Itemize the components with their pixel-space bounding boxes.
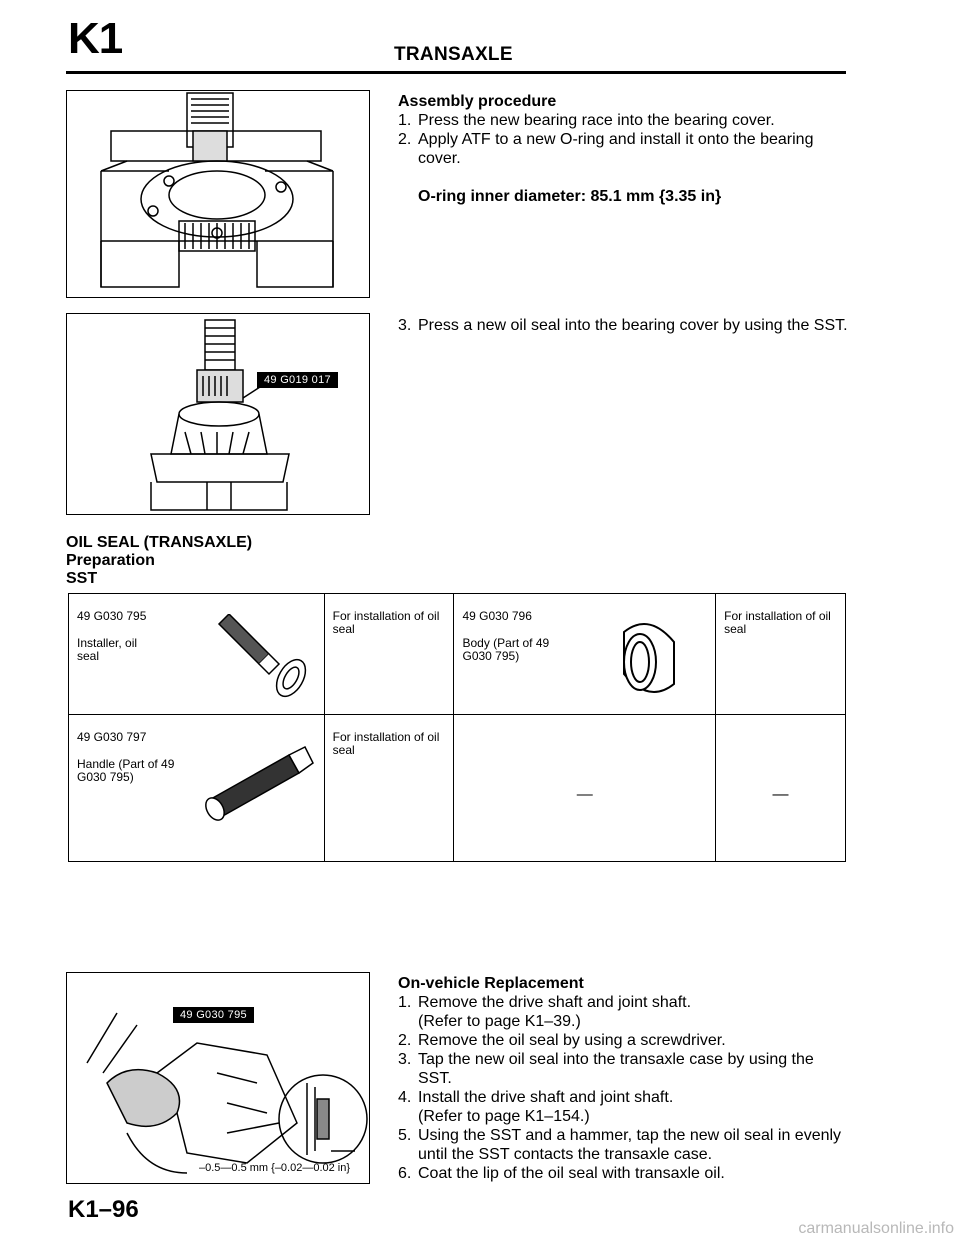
tool-name: Handle (Part of 49 G030 795) xyxy=(77,757,175,784)
purpose-cell: For installation of oil seal xyxy=(324,594,454,715)
table-row xyxy=(69,715,846,862)
replacement-step xyxy=(398,1031,850,1050)
sst-callout: 49 G019 017 xyxy=(257,372,338,388)
step-text: Install the drive shaft and joint shaft. xyxy=(418,1089,674,1106)
assembly-step xyxy=(398,130,850,168)
sst-label: SST xyxy=(66,570,98,587)
on-vehicle-replacement xyxy=(398,974,850,1183)
purpose-cell: For installation of oil seal xyxy=(716,594,846,715)
step-reference: (Refer to page K1–39.) xyxy=(418,1013,581,1030)
replacement-step xyxy=(398,1126,850,1164)
step-text: Using the SST and a hammer, tap the new oil seal in evenly until the SST contacts the transaxle case. xyxy=(418,1127,842,1163)
section-code: K1 xyxy=(68,14,123,63)
step-number: 2. xyxy=(398,1032,412,1049)
section-subtitle: Preparation xyxy=(66,552,155,569)
step-number: 3. xyxy=(398,317,412,334)
assembly-step xyxy=(398,111,850,130)
figure-on-vehicle-replacement xyxy=(66,972,370,1184)
assembly-step-3 xyxy=(398,316,850,335)
watermark: carmanualsonline.info xyxy=(798,1220,954,1237)
tool-name: Installer, oil seal xyxy=(77,636,138,663)
replacement-step xyxy=(398,993,850,1031)
page-title: TRANSAXLE xyxy=(394,44,513,65)
replacement-step xyxy=(398,1088,850,1126)
replacement-heading: On-vehicle Replacement xyxy=(398,975,584,992)
step-text: Press a new oil seal into the bearing cover by using the SST. xyxy=(418,317,848,334)
sst-callout: 49 G030 795 xyxy=(173,1007,254,1023)
handle-tool-icon xyxy=(201,733,321,825)
figure-oil-seal-press xyxy=(66,313,370,515)
replacement-illustration xyxy=(67,973,369,1183)
tool-name: Body (Part of 49 G030 795) xyxy=(462,636,550,663)
page-number: K1–96 xyxy=(68,1196,139,1223)
oring-spec: O-ring inner diameter: 85.1 mm {3.35 in} xyxy=(418,188,722,205)
step-number: 6. xyxy=(398,1165,412,1182)
tool-cell xyxy=(69,594,325,715)
seal-body-icon xyxy=(614,612,684,704)
step-text: Press the new bearing race into the bearing cover. xyxy=(418,112,775,129)
press-illustration xyxy=(67,91,369,297)
tool-cell xyxy=(69,715,325,862)
step-text: Tap the new oil seal into the transaxle case by using the SST. xyxy=(418,1051,814,1087)
step-text: Remove the drive shaft and joint shaft. xyxy=(418,994,692,1011)
tool-part-number: 49 G030 796 xyxy=(462,609,532,623)
figure-bearing-race-press xyxy=(66,90,370,298)
sst-press-illustration xyxy=(67,314,369,514)
step-number: 1. xyxy=(398,112,412,129)
tool-part-number: 49 G030 797 xyxy=(77,730,147,744)
table-row xyxy=(69,594,846,715)
step-text: Apply ATF to a new O-ring and install it onto the bearing cover. xyxy=(418,131,814,167)
step-number: 5. xyxy=(398,1127,412,1144)
dimension-label: –0.5—0.5 mm {–0.02—0.02 in} xyxy=(199,1162,351,1174)
replacement-step xyxy=(398,1050,850,1088)
step-number: 1. xyxy=(398,994,412,1011)
section-title: OIL SEAL (TRANSAXLE) xyxy=(66,534,253,551)
tool-part-number: 49 G030 795 xyxy=(77,609,147,623)
installer-tool-icon xyxy=(213,614,313,704)
step-number: 4. xyxy=(398,1089,412,1106)
oil-seal-heading xyxy=(66,534,252,588)
step-reference: (Refer to page K1–154.) xyxy=(418,1108,590,1125)
sst-table xyxy=(68,593,846,862)
assembly-heading: Assembly procedure xyxy=(398,93,557,110)
step-text: Remove the oil seal by using a screwdriver. xyxy=(418,1032,726,1049)
empty-cell: — xyxy=(716,715,846,862)
assembly-procedure xyxy=(398,92,850,206)
step-number: 3. xyxy=(398,1051,412,1068)
step-number: 2. xyxy=(398,131,412,148)
header-rule xyxy=(66,71,846,74)
assembly-step xyxy=(398,316,850,335)
replacement-step xyxy=(398,1164,850,1183)
tool-cell xyxy=(454,594,716,715)
step-text: Coat the lip of the oil seal with transaxle oil. xyxy=(418,1165,725,1182)
purpose-cell: For installation of oil seal xyxy=(324,715,454,862)
empty-cell: — xyxy=(454,715,716,862)
